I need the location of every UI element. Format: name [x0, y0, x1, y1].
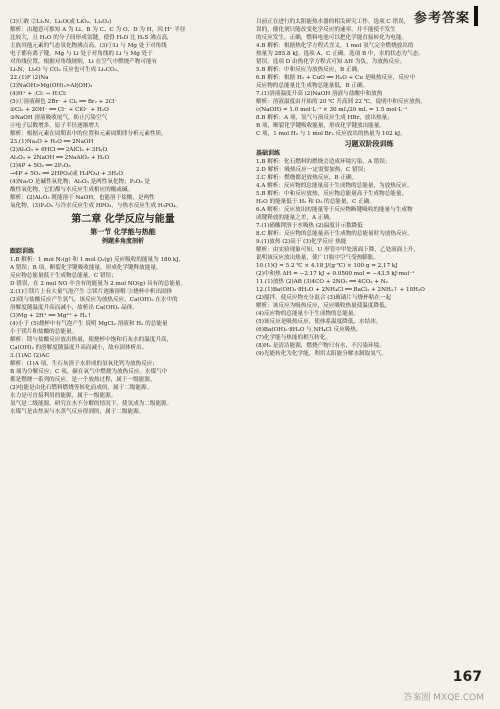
text-line: (9)光能转化为化学能，利用太阳能分解水制取氢气。	[256, 351, 387, 357]
text-line: (4)小于 (5)烧杯中有气泡产生 说明 MgCl₂ 溶液和 H₂ 的总能量	[10, 321, 168, 327]
text-line: 氢气是二级能源，研究在水不分解的情况下，使氢成为二级能源。	[10, 401, 173, 407]
text-line: Ca(OH)₂ 的溶解度随温度升高而减小，故有固体析出。	[10, 345, 148, 351]
text-line: 10.(1)Q = 5.2 ℃ × 4.18 J/(g·℃) × 100 g = 2.17 kJ	[256, 263, 398, 269]
text-line: 反应物的总能量比生成物总能量低，B 正确。	[256, 83, 369, 89]
left-top-block	[10, 18, 236, 74]
text-line: (4)反应物的总能量小于生成物的总能量。	[256, 311, 360, 317]
text-line: 5.B 解析：中和反应为放热反应，B 正确。	[256, 67, 363, 73]
text-line: 误的，催化剂只能改变化学反应的速率，并不能使不发生	[256, 27, 396, 33]
text-line: 9.(1)放热 (2)高于 (3)化学反应 热能	[256, 239, 347, 245]
text-line: Li₃N，Li₂O 与 CO₂ 反应也可生成 Li₂CO₃。	[10, 67, 123, 73]
text-line: 解析：镁与盐酸反应放出热量，使烧杯中饱和石灰水的温度升高，	[10, 337, 173, 343]
text-line: 3.(1)AC (2)AC	[10, 353, 50, 359]
text-line: 都是燃烧一系列的反应，是一个放热过程，属于一级能源。	[10, 377, 156, 383]
text-line: 解析：根据元素在周期表中的位置和元素周期律分析元素性质。	[10, 131, 167, 137]
text-line: 7.(1)溶液温度升高 (2)NaOH 溶液与盐酸中和放热	[256, 91, 383, 97]
text-line: 1.B 解析：化石燃料的燃烧会造成环境污染，A 错误；	[256, 159, 391, 165]
basic-training-label: 基础训练	[256, 150, 281, 157]
text-line: 1.B 解析：1 mol N₂(g) 和 1 mol O₂(g) 反应吸收的能量为 180 kJ，	[10, 257, 185, 263]
text-line: D 错误，在 2 mol NO 中含有的能量为 2 mol NO(g) 具有的总能量。	[10, 281, 187, 287]
answer-22-block	[10, 74, 236, 138]
text-line: 解析：该反应为吸热反应，反应吸收热量使温度降低。	[256, 303, 391, 309]
text-line: 的反应发生。正确，燃料电池可以把化学能直接转化为电能。	[256, 35, 408, 41]
text-line: (4)H⁺ + :Cl: → H:Cl:	[10, 91, 67, 97]
text-line: (3)①敢 ②Li₂N、Li₂O(或 LiO₂、Li₂O₂)	[10, 19, 112, 25]
text-line: (2)Al₂O₃ + 6HCl ══ 2AlCl₃ + 3H₂O	[10, 147, 108, 153]
left-column	[10, 18, 236, 416]
text-line: 解析：由题意可推知 A 为 Li、B 为 C、C 为 O、D 为 H，因 H⁺ 半径	[10, 27, 186, 33]
text-line: 解析：(1)A 项，生石灰溶于水形成的氢氧化钙为放热反应；	[10, 361, 158, 367]
right-mid-block	[256, 158, 482, 358]
subhead: 例题多角度剖析	[101, 238, 144, 245]
text-line: (2)镁与盐酸反应产生氢气，该反应为放热反应，Ca(OH)₂ 在水中的	[10, 297, 178, 303]
text-line: B 项，断裂化学键吸收能量，形成化学键放出能量。	[256, 123, 385, 129]
text-line: (2)中和热 ΔH = −2.17 kJ ÷ 0.0500 mol = −43.5 kJ·mol⁻¹	[256, 271, 415, 277]
text-line: 23.(1)Na₂O + H₂O ══ 2NaOH	[10, 139, 94, 145]
text-line: 成键释放的能量之差，A 正确。	[256, 215, 335, 221]
text-line: Al₂O₃ + 2NaOH ══ 2NaAlO₂ + H₂O	[10, 155, 110, 161]
text-line: 反应物总能量低于生成物总能量。C 错误；	[10, 273, 117, 279]
text-line: 8.B 解析：A 项，氢气与溴反应生成 HBr，放出热量；	[256, 115, 393, 121]
page-number: 167	[452, 669, 482, 685]
text-line: (4)Na₂O 是碱性氧化物；Al₂O₃ 是两性氧化物；P₂O₅ 是	[10, 179, 150, 185]
text-line: (5)该反应是吸热反应，使体系温度降低，水结冰。	[256, 319, 382, 325]
text-line: 4.A 解析：反应物的总能量高于生成物的总能量，为放热反应。	[256, 183, 413, 189]
text-line: 主族其他元素的气态氢化物沸点高。(3)①Li 与 Mg 处于对角线	[10, 43, 167, 49]
text-line: 7.(1)硝酸钾溶于水吸热 (2)温度计示数降低	[256, 223, 363, 229]
answer-23-block	[10, 138, 236, 210]
text-line: 氧化物。(3)P₂O₅ 与冷水反应生成 HPO₃，与热水反应生成 H₃PO₄。	[10, 203, 182, 209]
watermark: 答案圈 MXQE.COM	[403, 693, 484, 703]
text-line: (2)搅拌，使反应物充分混合 (3)玻璃片与烧杯粘在一起	[256, 295, 392, 301]
text-line: (8)H₂ 是清洁能源，燃烧产物只有水，不污染环境。	[256, 343, 385, 349]
text-line: 电子都有离子键，Mg 与 Li 处于对角线的 Li 与 Mg 处于	[10, 51, 153, 57]
text-line: (2)电能是由化石燃料燃烧等转化而成的，属于二级能源。	[10, 385, 153, 391]
text-line: 目前正在进行的太阳能热水器的相关研究工作。选项 C 错误，	[256, 19, 410, 25]
text-line: 小于镁片和盐酸的总能量。	[10, 329, 78, 335]
text-line: 酸性氧化物，它们都与水反应生成相应的酸或碱。	[10, 187, 134, 193]
text-line: c(NaOH) = 1.0 mol·L⁻¹ × 30 mL/20 mL = 1.5 mol·L⁻¹	[256, 107, 408, 113]
text-line: 8.C 解析：反应物的总能量高于生成物的总能量时为放热反应。	[256, 231, 413, 237]
section-title: 第一节 化学能与热能	[90, 228, 156, 236]
text-line: 6.B 解析：根据 H₂ + CuO ══ H₂O + Cu 是吸热反应，反应中	[256, 75, 416, 81]
text-line: (7)化学能与热能的相互转化。	[256, 335, 332, 341]
text-line: C 项，1 mol H₂ 与 1 mol Br₂ 反应放出的热量为 102 kJ。	[256, 131, 406, 137]
text-line: 5.B 解析：中和反应放热，反应物总能量高于生成物总能量，	[256, 191, 408, 197]
text-line: (3)4P + 5O₂ ══ 2P₂O₅	[10, 163, 71, 169]
chapter-title: 第二章 化学反应与能量	[71, 214, 175, 225]
right-column	[256, 18, 482, 358]
text-line: 11.(1)放热 (2)AB (3)4CO + 2NO₂ ══ 4CO₂ + N₂	[256, 279, 388, 285]
text-line: ③NaOH 溶液吸收尾气，防止污染空气	[10, 115, 108, 121]
left-bottom-block	[10, 256, 236, 416]
subsection-title: 习题双阶段训练	[344, 140, 394, 148]
text-line: 水力是可直接利用的能源，属于一级能源。	[10, 393, 117, 399]
text-line: 解析：(2)Al₂O₃ 既能溶于 NaOH，也能溶于盐酸，是两性	[10, 195, 155, 201]
text-line: 解析：由实验现象可知，U 形管中甲处液面下降，乙处液面上升，	[256, 247, 420, 253]
practice-label: 跟踪训练	[10, 248, 35, 255]
text-line: 4.B 解析：根据热化学方程式含义，1 mol 氢气完全燃烧放出的	[256, 43, 414, 49]
text-line: 溶解度随温度升高而减小，故析出 Ca(OH)₂ 晶体。	[10, 305, 138, 311]
text-line: 22.(1)F (2)Na	[10, 75, 49, 81]
text-line: 说明该反应放出热量，使广口瓶中空气受热膨胀。	[256, 255, 380, 261]
text-line: 热量为 285.8 kJ。选项 A、C 正确。选项 B 中，水的状态为气态，	[256, 51, 424, 57]
header-label: 参考答案	[413, 10, 470, 26]
text-line: 12.(1)Ba(OH)₂·8H₂O + 2NH₄Cl ══ BaCl₂ + 2NH₃↑ + 10H₂O	[256, 287, 425, 293]
text-line: →4P + 5O₂ ══ 2HPO₃(或 H₃PO₄) + 3H₂O	[10, 171, 123, 177]
text-line: (6)Ba(OH)₂·8H₂O 与 NH₄Cl 反应吸热。	[256, 327, 362, 333]
text-line: 6.A 解析：反应放出的能量等于反应物断键吸收的能量与生成物	[256, 207, 413, 213]
right-top-block	[256, 18, 482, 138]
text-line: A 错误；B 项，断裂化学键吸收能量，形成化学键释放能量，	[10, 265, 162, 271]
text-line: 比较大，且 H₂O 的分子间形成氢键，使得 H₂O 比 H₂S 沸点高，	[10, 35, 173, 41]
text-line: 对角线位置，根据对角线规则，Li 在空气中燃烧产物可能有	[10, 59, 158, 65]
text-line: B 项为分解反应；C 项，碳在氧气中燃烧为放热反应。水煤气中	[10, 369, 168, 375]
text-line: (3)NaOH>Mg(OH)₂>Al(OH)₃	[10, 83, 93, 89]
text-line: ②Cl₂ + 2OH⁻ ══ Cl⁻ + ClO⁻ + H₂O	[10, 107, 109, 113]
text-line: 3.C 解析：燃烧都是放热反应，B 正确。	[256, 175, 358, 181]
text-line: 解析：溶液温度由开始的 20 ℃ 升高到 22 ℃，说明中和反应放热。	[256, 99, 426, 105]
text-line: 水煤气是由焦炭与水蒸气反应得到的，属于二级能源。	[10, 409, 145, 415]
text-line: (5)①溶液颜色 2Br⁻ + Cl₂ ══ Br₂ + 2Cl⁻	[10, 99, 118, 105]
text-line: 错误。选项 D 由热化学方程式可知 ΔH 为负，为放热反应。	[256, 59, 406, 65]
text-line: (3)Mg + 2H⁺ ══ Mg²⁺ + H₂↑	[10, 313, 92, 319]
text-line: 2.(1)①镁片上有大量气泡产生 ②镁片逐渐溶解 ③烧杯中析出固体	[10, 289, 173, 295]
text-line: ④电子层数增多，原子半径逐渐增大	[10, 123, 100, 129]
text-line: 2.D 解析：吸热反应一定需要加热，C 错误；	[256, 167, 369, 173]
text-line: H₂O 的能量低于 H₂ 和 O₂ 的总能量，C 正确。	[256, 199, 375, 205]
